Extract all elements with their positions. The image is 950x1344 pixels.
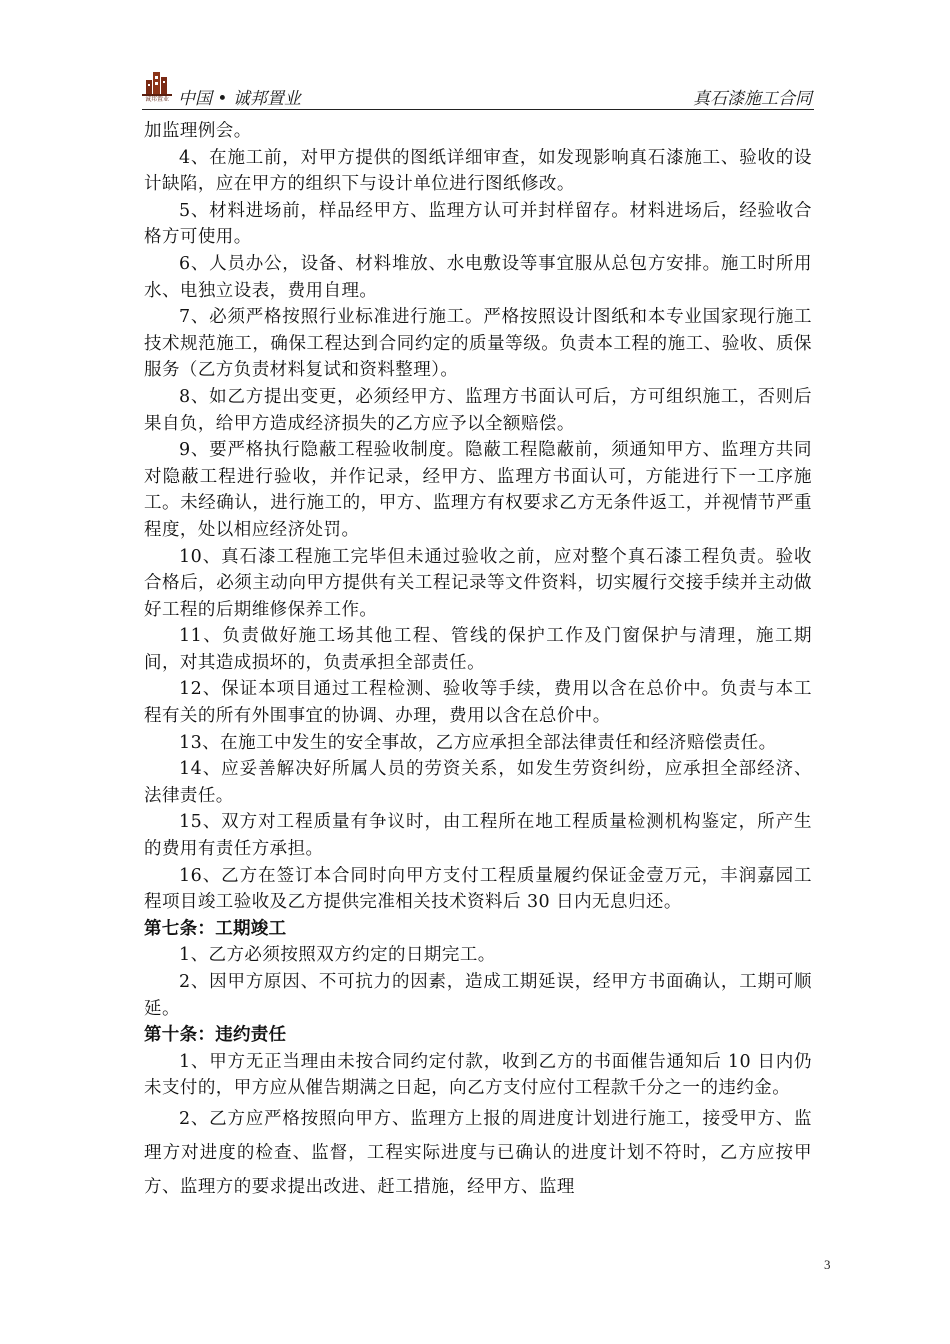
- clause-16: 16、乙方在签订本合同时向甲方支付工程质量履约保证金壹万元，丰润嘉园工程项目竣工验收及乙方提供完准相关技术资料后 30 日内无息归还。: [144, 865, 812, 913]
- clause-9: 9、要严格执行隐蔽工程验收制度。隐蔽工程隐蔽前，须通知甲方、监理方共同对隐蔽工程进行验收，并作记录，经甲方、监理方书面认可，方能进行下一工序施工。未经确认，进行施工的，甲方、监理方有权要求乙方无条件返工，并视情节严重程度，处以相应经济处罚。: [144, 440, 812, 540]
- clause-12: 12、保证本项目通过工程检测、验收等手续，费用以含在总价中。负责与本工程有关的所有外围事宜的协调、办理，费用以含在总价中。: [144, 679, 812, 727]
- clause-4: 4、在施工前，对甲方提供的图纸详细审查，如发现影响真石漆施工、验收的设计缺陷，应在甲方的组织下与设计单位进行图纸修改。: [144, 147, 812, 195]
- clause-10: 10、真石漆工程施工完毕但未通过验收之前，应对整个真石漆工程负责。验收合格后，必须主动向甲方提供有关工程记录等文件资料，切实履行交接手续并主动做好工程的后期维修保养工作。: [144, 546, 812, 620]
- logo-caption: 诚邦置业: [144, 96, 169, 103]
- section-7-item-2: 2、因甲方原因、不可抗力的因素，造成工期延误，经甲方书面确认，工期可顺延。: [144, 972, 812, 1019]
- section-10-item-1: 1、甲方无正当理由未按合同约定付款，收到乙方的书面催告通知后 10 日内仍未支付的，甲方应从催告期满之日起，向乙方支付应付工程款千分之一的违约金。: [144, 1051, 812, 1099]
- section-7-heading: 第七条：工期竣工: [144, 918, 287, 939]
- section-10-item-2: 2、乙方应严格按照向甲方、监理方上报的周进度计划进行施工，接受甲方、监理方对进度的检查、监督，工程实际进度与已确认的进度计划不符时，乙方应按甲方、监理方的要求提出改进、赶工措施，经甲方、监理: [144, 1108, 812, 1197]
- clause-6: 6、人员办公，设备、材料堆放、水电敷设等事宜服从总包方安排。施工时所用水、电独立设表，费用自理。: [144, 253, 812, 301]
- clause-5: 5、材料进场前，样品经甲方、监理方认可并封样留存。材料进场后，经验收合格方可使用。: [144, 200, 812, 248]
- document-body: [144, 118, 812, 1204]
- company-name: 中国 • 诚邦置业: [178, 89, 301, 109]
- section-7-item-1: 1、乙方必须按照双方约定的日期完工。: [179, 945, 496, 966]
- clause-7: 7、必须严格按照行业标准进行施工。严格按照设计图纸和本专业国家现行施工技术规范施工，确保工程达到合同约定的质量等级。负责本工程的施工、验收、质保服务（乙方负责材料复试和资料整理）。: [144, 307, 812, 381]
- building-logo-icon: [142, 70, 172, 96]
- clause-15: 15、双方对工程质量有争议时，由工程所在地工程质量检测机构鉴定，所产生的费用有责任方承担。: [144, 812, 812, 860]
- page-header: [142, 66, 814, 110]
- company-logo: [142, 70, 172, 104]
- document-title: 真石漆施工合同: [693, 89, 812, 109]
- header-divider: [142, 109, 814, 110]
- page-number: 3: [824, 1257, 831, 1272]
- section-10-heading: 第十条：违约责任: [144, 1025, 287, 1046]
- clause-11: 11、负责做好施工场其他工程、管线的保护工作及门窗保护与清理，施工期间，对其造成损坏的，负责承担全部责任。: [144, 626, 812, 673]
- clause-13: 13、在施工中发生的安全事故，乙方应承担全部法律责任和经济赔偿责任。: [179, 732, 777, 753]
- paragraph-continuation: 加监理例会。: [144, 121, 252, 141]
- clause-14: 14、应妥善解决好所属人员的劳资关系，如发生劳资纠纷，应承担全部经济、法律责任。: [144, 759, 812, 806]
- clause-8: 8、如乙方提出变更，必须经甲方、监理方书面认可后，方可组织施工，否则后果自负，给甲方造成经济损失的乙方应予以全额赔偿。: [144, 386, 812, 434]
